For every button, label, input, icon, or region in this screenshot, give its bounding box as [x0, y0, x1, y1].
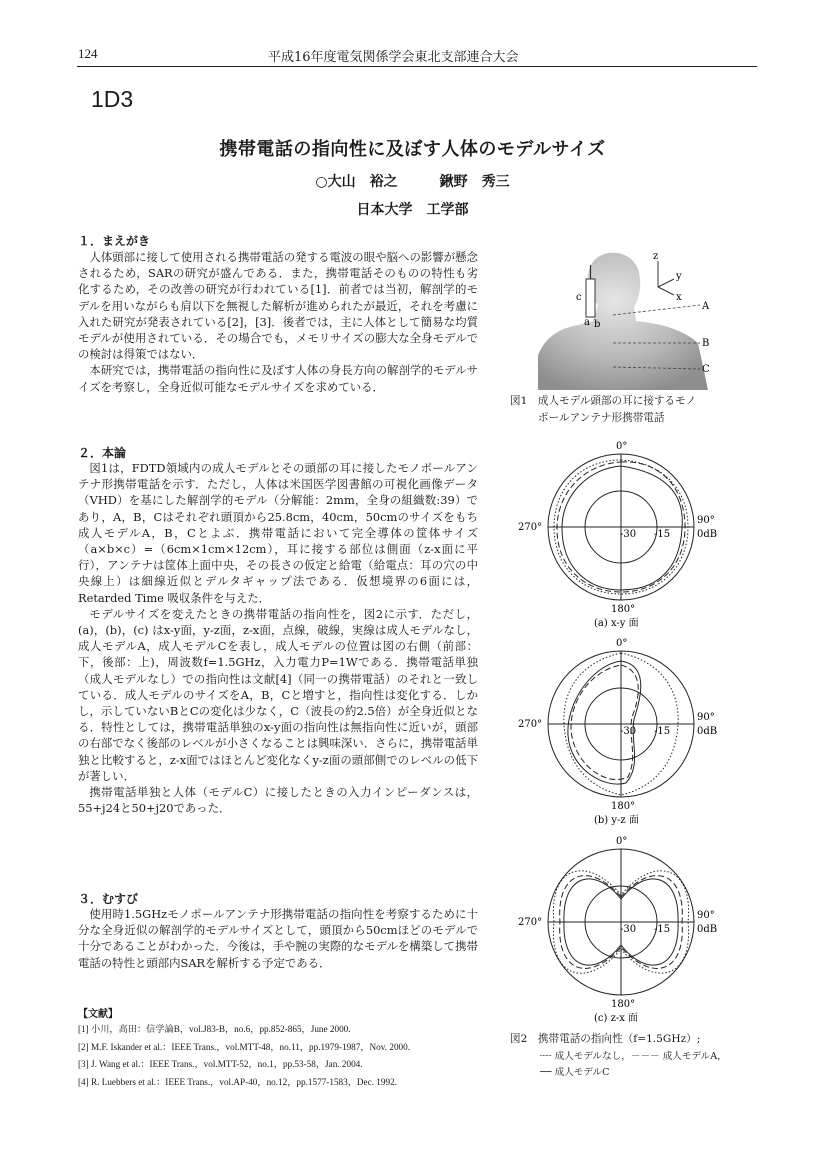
curve-model-c — [568, 661, 641, 784]
axis-x-label: x — [676, 292, 682, 303]
angle-0: 0° — [616, 441, 628, 452]
figure2-legend — [540, 1049, 727, 1081]
reference-item: [4] R. Luebbers et al.：IEEE Trans.，vol.AP-40，no.12，pp.1577-1583，Dec. 1992. — [78, 1076, 397, 1087]
angle-0: 0° — [616, 836, 628, 847]
paragraph: モデルサイズを変えたときの携帯電話の指向性を，図2に示す．ただし，(a)，(b)，(c) はx-y面，y-z面，z-x面，点線，破線，実線は成人モデルなし，成人モデルA，成人モデルCを表し，成人モデルの位置は図の右側（前部：下，後部：上)，周波数f=1.5GHz，入力電力P=1Wである．携帯電話単独（成人モデルなし）での指向性は文献[4]（同一の携帯電話）のそれと一致している．成人モデルのサイズをA，B，Cと増すと，指向性は変化する．しかし，示していないBとCの変化は少なく，C（波長の約2.5倍）が全身近似となる．特性としては，携帯電話単独のx-y面の指向性は無指向性に近いが，頭部の右部でなく後部のレベルが小さくなることは興味深い．さらに，携帯電話単独と比較すると，z-x面ではほとんど変化なくy-z面の頭部側でのレベルの低下が著しい． — [78, 606, 478, 783]
figure1-caption — [510, 393, 740, 427]
curve-model-a — [571, 665, 638, 780]
references-heading: 【文献】 — [78, 1009, 118, 1020]
axis-y-label: y — [676, 271, 682, 282]
page-number: 124 — [78, 46, 98, 61]
angle-180: 180° — [611, 801, 636, 812]
legend-line: ── 成人モデルC — [540, 1067, 610, 1078]
reference-item: [1] 小川，高田：信学論B，vol.J83-B，no.6，pp.852-865，June 2000. — [78, 1024, 351, 1034]
angle-90: 90° — [697, 515, 715, 526]
paper-code: 1D3 — [91, 86, 134, 112]
angle-270: 270° — [518, 917, 543, 928]
angle-90: 90° — [697, 712, 715, 723]
angle-180: 180° — [611, 999, 636, 1010]
section-heading-intro: １．まえがき — [78, 234, 151, 248]
phone-body — [586, 279, 595, 317]
paragraph: 使用時1.5GHzモノポールアンテナ形携帯電話の指向性を考察するために十分な全身近似の解剖学的モデルサイズとして，頭頂から50cmほどのモデルで十分であることがわかった．今後は，手や腕の実際的なモデルを構築して携帯電話の特性と頭部内SARを解析する予定である． — [78, 907, 478, 970]
ring-minus15: -15 — [654, 924, 671, 935]
polar-plot-zx — [508, 835, 748, 1027]
ring-minus30: -30 — [620, 726, 637, 737]
human-model-figure — [508, 245, 748, 390]
polar-plot-yz — [508, 637, 748, 827]
axis-z-label: z — [653, 251, 659, 262]
angle-0: 0° — [616, 638, 628, 649]
section-body-intro — [78, 249, 478, 395]
paragraph: 人体頭部に接して使用される携帯電話の発する電波の眼や脳への影響が懸念されるため，SARの研究が盛んである．また，携帯電話そのものの特性も劣化するため，その改善の研究が行われている[1]．前者では当初，解剖学的モデルを用いながらも肩以下を無視した解析が進められたが最近，それを考慮に入れた研究が発表されている[2]，[3]．後者では，主に人体として簡易な均質モデルが使用されている．その場合でも，メモリサイズの膨大な全身モデルでの検討は得策ではない． — [78, 250, 478, 362]
panel-label: (b) y-z 面 — [594, 815, 639, 826]
angle-90: 90° — [697, 910, 715, 921]
model-label-a: A — [702, 301, 710, 312]
header-rule — [77, 66, 757, 67]
paper-title: 携帯電話の指向性に及ぼす人体のモデルサイズ — [219, 139, 606, 160]
model-label-c: C — [702, 364, 710, 375]
paper-affiliation: 日本大学 工学部 — [356, 202, 469, 218]
reference-item: [3] J. Wang et al.：IEEE Trans.，vol.MTT-52，no.1，pp.53-58，Jan. 2004. — [78, 1059, 363, 1069]
figure2-caption: 図2 携帯電話の指向性（f=1.5GHz）; — [510, 1033, 701, 1045]
paragraph: 携帯電話単独と人体（モデルC）に接したときの入力インピーダンスは，55+j24と50+j20であった． — [78, 785, 478, 816]
angle-270: 270° — [518, 522, 543, 533]
human-torso-shape — [538, 253, 708, 390]
ring-minus30: -30 — [620, 924, 637, 935]
paper-authors: ○大山 裕之 鍬野 秀三 — [315, 174, 510, 190]
legend-line: ┈┈ 成人モデルなし，－－－ 成人モデルA， — [540, 1051, 727, 1062]
axes-triad — [658, 261, 674, 295]
paragraph: 本研究では，携帯電話の指向性に及ぼす人体の身長方向の解剖学的モデルサイズを考察し，全身近似可能なモデルサイズを求めている． — [78, 363, 478, 394]
caption-line: 図1 成人モデル頭部の耳に接するモノ — [510, 395, 697, 407]
ring-minus15: -15 — [654, 726, 671, 737]
paragraph: 図1は，FDTD領域内の成人モデルとその頭部の耳に接したモノポールアンテナ形携帯電話を示す．ただし，人体は米国医学図書館の可視化画像データ（VHD）を基にした解剖学的モデル（分解能：2mm，全身の組織数:39）であり，A，B，Cはそれぞれ頭頂から25.8cm，40cm，50cmのサイズをもち成人モデルA，B，Cとよぶ．携帯電話において完全導体の筐体サイズ（a×b×c）=（6cm×1cm×12cm），耳に接する部位は側面（z-x面に平行），アンテナは筐体上面中央，その長さの仮定と給電（給電点：耳の穴の中央線上）は細線近似とデルタギャップ法である．仮想境界の6面には，Retarded Time 吸収条件を与えた． — [78, 461, 478, 605]
ring-0db: 0dB — [697, 529, 718, 540]
model-label-b: B — [702, 338, 710, 349]
caption-line: ポールアンテナ形携帯電話 — [538, 412, 665, 424]
ring-minus15: -15 — [654, 529, 671, 540]
panel-label: (a) x-y 面 — [594, 618, 639, 629]
panel-label: (c) z-x 面 — [594, 1013, 639, 1024]
curve-model-c — [562, 466, 682, 590]
ring-0db: 0dB — [697, 726, 718, 737]
section-body-conclusion — [78, 906, 478, 971]
section-heading-main: ２．本論 — [78, 446, 127, 460]
section-heading-conclusion: ３．むすび — [78, 892, 139, 906]
ring-0db: 0dB — [697, 924, 718, 935]
ring-minus30: -30 — [620, 529, 637, 540]
phone-dim-c: c — [576, 292, 582, 303]
polar-plot-xy — [508, 440, 748, 630]
reference-item: [2] M.F. Iskander et al.：IEEE Trans.，vol.MTT-48，no.11，pp.1979-1987，Nov. 2000. — [78, 1041, 411, 1052]
phone-dim-b: b — [594, 319, 601, 330]
conference-name: 平成16年度電気関係学会東北支部連合大会 — [268, 50, 519, 65]
section-body-main — [78, 460, 478, 816]
phone-dim-a: a — [584, 317, 590, 328]
references-list — [78, 1021, 498, 1091]
angle-270: 270° — [518, 719, 543, 730]
angle-180: 180° — [611, 604, 636, 615]
